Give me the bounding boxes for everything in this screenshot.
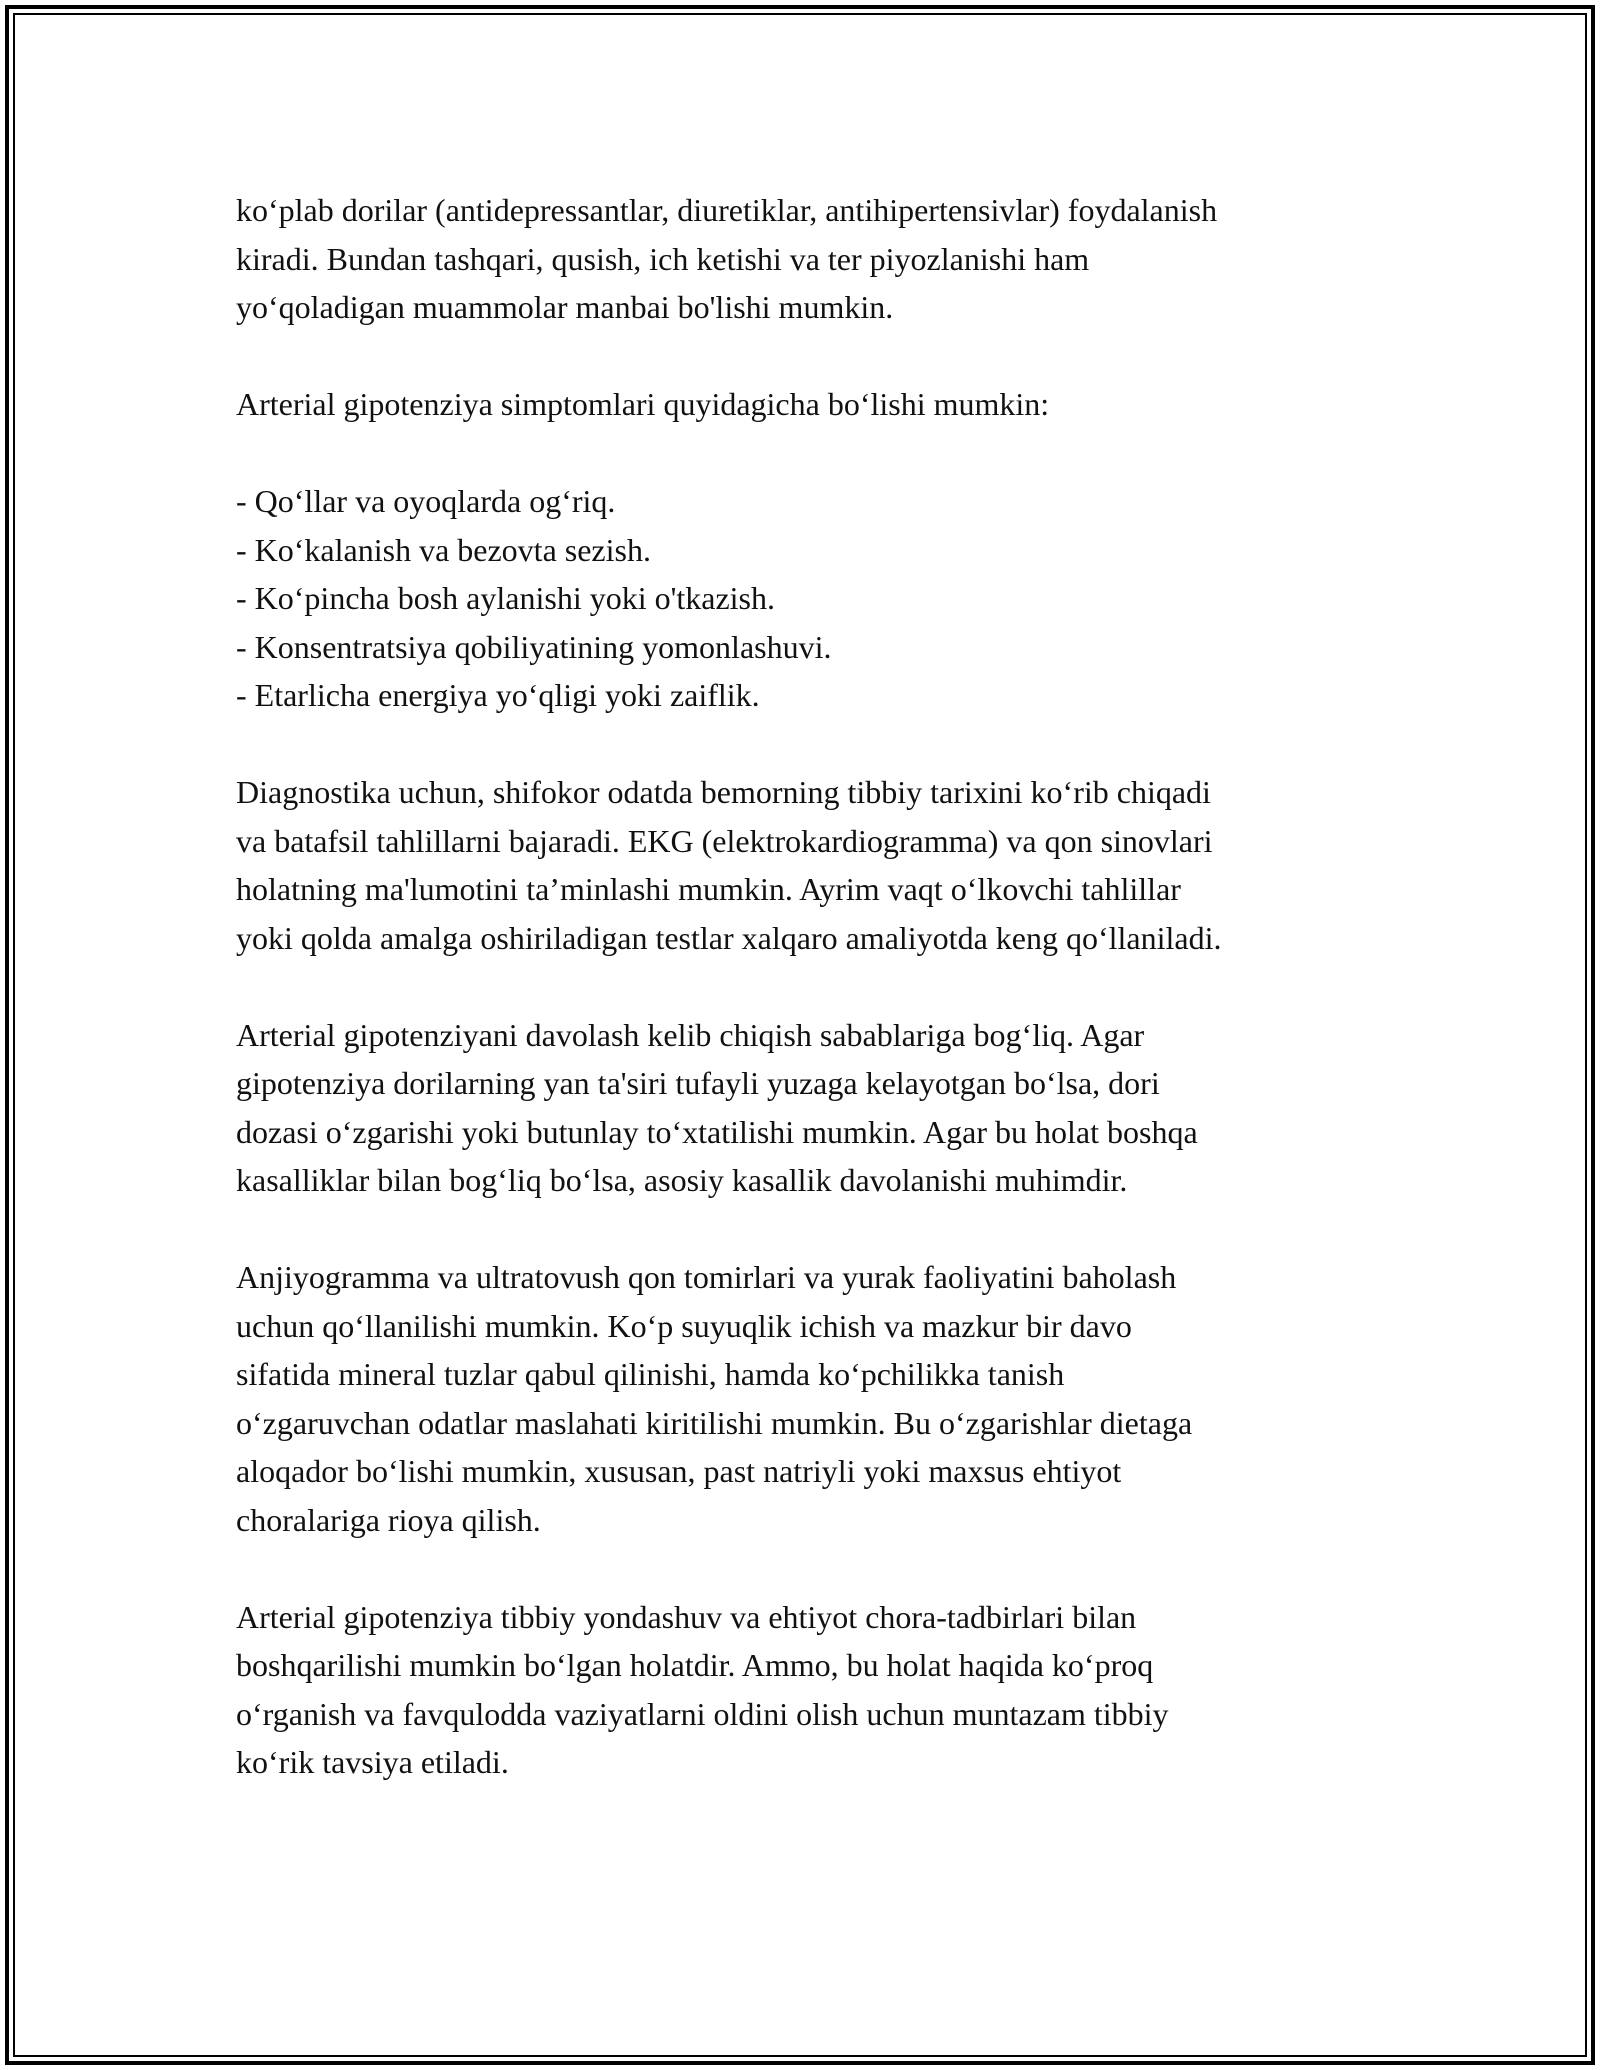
text-line: holatning ma'lumotini ta’minlashi mumkin. Ayrim vaqt o‘lkovchi tahlillar — [236, 871, 1181, 907]
text-line: boshqarilishi mumkin bo‘lgan holatdir. Ammo, bu holat haqida ko‘proq — [236, 1647, 1154, 1683]
text-line: aloqador bo‘lishi mumkin, xususan, past natriyli yoki maxsus ehtiyot — [236, 1453, 1122, 1489]
text-line: ko‘plab dorilar (antidepressantlar, diuretiklar, antihipertensivlar) foydalanish — [236, 192, 1218, 228]
text-line: choralariga rioya qilish. — [236, 1501, 541, 1538]
text-line: Arterial gipotenziya tibbiy yondashuv va ehtiyot chora-tadbirlari bilan — [236, 1598, 1137, 1635]
list-item: - Konsentratsiya qobiliyatining yomonlashuvi. — [236, 628, 832, 665]
text-line: o‘zgaruvchan odatlar maslahati kiritilishi mumkin. Bu o‘zgarishlar dietaga — [236, 1404, 1193, 1441]
paragraph-conclusion — [236, 1593, 1386, 1787]
text-line: kasalliklar bilan bog‘liq bo‘lsa, asosiy kasallik davolanishi muhimdir. — [236, 1162, 1128, 1198]
list-item: - Ko‘pincha bosh aylanishi yoki o'tkazish. — [236, 580, 775, 616]
list-item: - Ko‘kalanish va bezovta sezish. — [236, 531, 651, 568]
paragraph-diagnostics — [236, 768, 1386, 962]
text-line: Arterial gipotenziya simptomlari quyidagicha bo‘lishi mumkin: — [236, 386, 1050, 422]
paragraph-methods — [236, 1253, 1386, 1544]
text-line: yoki qolda amalga oshiriladigan testlar xalqaro amaliyotda keng qo‘llaniladi. — [236, 919, 1222, 956]
text-line: ko‘rik tavsiya etiladi. — [236, 1744, 509, 1780]
text-line: gipotenziya dorilarning yan ta'siri tufayli yuzaga kelayotgan bo‘lsa, dori — [236, 1065, 1160, 1101]
paragraph-treatment — [236, 1011, 1386, 1205]
text-line: dozasi o‘zgarishi yoki butunlay to‘xtatilishi mumkin. Agar bu holat boshqa — [236, 1113, 1198, 1150]
text-line: kiradi. Bundan tashqari, qusish, ich ketishi va ter piyozlanishi ham — [236, 240, 1090, 277]
symptoms-list — [236, 477, 1386, 720]
list-item: - Qo‘llar va oyoqlarda og‘riq. — [236, 483, 616, 519]
paragraph-causes — [236, 186, 1386, 332]
text-line: o‘rganish va favqulodda vaziyatlarni oldini olish uchun muntazam tibbiy — [236, 1695, 1169, 1732]
text-line: uchun qo‘llanilishi mumkin. Ko‘p suyuqlik ichish va mazkur bir davo — [236, 1307, 1132, 1344]
text-line: va batafsil tahlillarni bajaradi. EKG (elektrokardiogramma) va qon sinovlari — [236, 822, 1213, 859]
text-line: Arterial gipotenziyani davolash kelib chiqish sabablariga bog‘liq. Agar — [236, 1016, 1145, 1053]
paragraph-symptoms-intro — [236, 380, 1386, 429]
text-line: Anjiyogramma va ultratovush qon tomirlari va yurak faoliyatini baholash — [236, 1259, 1177, 1295]
text-line: yo‘qoladigan muammolar manbai bo'lishi mumkin. — [236, 289, 894, 325]
text-line: Diagnostika uchun, shifokor odatda bemorning tibbiy tarixini ko‘rib chiqadi — [236, 774, 1211, 810]
text-line: sifatida mineral tuzlar qabul qilinishi, hamda ko‘pchilikka tanish — [236, 1356, 1065, 1392]
document-body — [236, 186, 1386, 1835]
list-item: - Etarlicha energiya yo‘qligi yoki zaiflik. — [236, 677, 760, 713]
